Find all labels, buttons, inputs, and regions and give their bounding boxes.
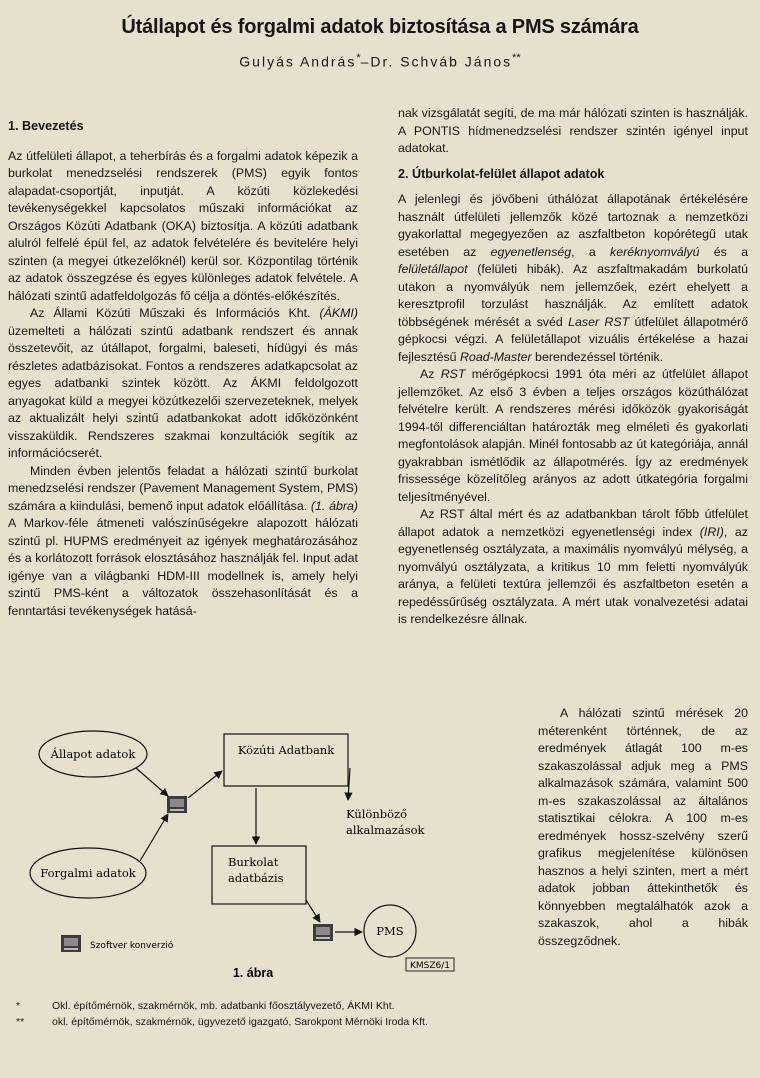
s2p3-b: , az egyenetlenség osztályzata, a maximális nyomvályú mélység, a nyomvályú osztályzata, a kritikus 10 mm feletti nyomvályúk aránya, a felületi textúra jellemzői és aszfaltbeton esetén a repedéssűrűség osztályzata. A mért utak vonalvezetési adatai is rendelkezésre állnak.	[398, 524, 748, 626]
converter-icon-1	[167, 796, 187, 813]
figure-1	[28, 716, 478, 994]
legend-label: Szoftver konverzió	[90, 941, 174, 951]
node-kulonbozo-label-1: Különböző	[346, 807, 408, 821]
figure-code: KMSZ6/1	[409, 961, 451, 971]
figure-reference: (1. ábra)	[310, 498, 359, 513]
p2-text-a: Az Állami Közúti Műszaki és Információs Kht.	[30, 306, 320, 320]
s2p2-b: mérőgépkocsi 1991 óta méri az útfelület állapot jellemzőket. Az első 3 évben a teljes országos közúthálózat felvételre került. A rendszeres mérési időközök gyakoriságát 1994-től differenciáltan határozták meg elméleti és gyakorlati megfontolások alapján. Minél fontosabb az út kategóriája, annál gyakrabban ismétlődik az állapotmérés. Így az eredmények frissessége közelítőleg arányos az adott útkategória forgalmi teljesítményével.	[398, 367, 749, 504]
footnote-1-mark: *	[16, 1000, 21, 1012]
term-laser-rst: Laser RST	[568, 314, 630, 329]
node-burkolat-label-2: adatbázis	[228, 871, 284, 885]
figure-1-diagram	[28, 716, 478, 994]
p2-akmi: (ÁKMI)	[319, 306, 358, 320]
section-2-paragraph-1	[398, 191, 748, 366]
footnote-2	[8, 1014, 748, 1030]
term-road-master: Road-Master	[459, 349, 532, 364]
term-kereknyomvalyu: keréknyomvályú	[610, 244, 700, 259]
section-1-heading: 1. Bevezetés	[8, 119, 84, 133]
figure-arrows	[136, 768, 362, 932]
node-kozuti-label: Közúti Adatbank	[237, 743, 335, 757]
p3-text-a: Minden évben jelentős feladat a hálózati szintű burkolat menedzselési rendszer (Pavement Management System, PMS) számára a kiindulási, bemenő input adatok előállítása.	[8, 463, 358, 513]
section-2-paragraph-4: A hálózati szintű mérések 20 méterenként történnek, de az eredmények átlagát 100 m-es szakaszolással adjuk meg a PMS alkalmazások számára, valamint 500 m-es szakaszolással az általános statisztikai célokra. A 100 m-es eredmények hossz-szelvény szerű grafikus megjelenítése különösen hasznos a helyi szinten, mert a mért adatok jobban áttekinthetők és könnyebben megtalálhatók azok a szakaszok, ahol a hibák összegződnek.	[538, 706, 748, 948]
p3-text-b: A Markov-féle átmeneti valószínűségekre alapozott hálózati szintű pl. HUPMS eredményeit az igények meghatározásához és a korlátozott források elosztásához használják fel. Input adat igénye van a világbanki HDM-III modellnek is, amely helyi szintű PMS-ként a változatok összehasonlítását és a fenntartási tevékenységek hatásá-	[8, 516, 358, 618]
intro-paragraph-3	[8, 463, 358, 621]
term-feluletallapot: felületállapot	[398, 262, 468, 276]
s2p1-a: A jelenlegi és jövőbeni úthálózat állapotának értékelésére használt útfelületi jellemzők közé tartoznak a nemzetközi gyakorlattal megegyezően az aszfaltbeton kopórétegű utak esetében az	[398, 192, 748, 259]
legend-converter-icon	[61, 935, 81, 952]
intro-paragraph-2	[8, 305, 358, 463]
s2p1-f: berendezéssel történik.	[531, 349, 664, 364]
s2p1-c: és a	[699, 244, 748, 259]
node-burkolat-label-1: Burkolat	[228, 855, 279, 869]
converter-icon-2	[313, 924, 333, 941]
s2p3-a: Az RST által mért és az adatbankban tárolt főbb útfelület állapot adatok a nemzetközi egyenetlenségi index	[398, 507, 748, 539]
footnote-1-text: Okl. építőmérnök, szakmérnök, mb. adatbanki főosztályvezető, ÁKMI Kht.	[52, 1000, 395, 1012]
section-2-paragraph-2	[398, 366, 748, 506]
article-title: Útállapot és forgalmi adatok biztosítása a PMS számára	[121, 16, 639, 38]
p2-text-b: üzemelteti a hálózati szintű adatbank rendszert és annak összetevőit, az útállapot, forgalmi, baleseti, hídügyi és más részletes adatbázisokat. Fontos a rendszeres adatkapcsolat az egyes adatbanki szintek között. Az ÁKMI feldolgozott anyagokat küld a megyei közútkezelői szervezeteknek, melyek az aktualizált helyi szintű adatbankokat adott időközönként visszaküldik. Rendszeres szakmai konzultációk segítik az információcserét.	[8, 323, 358, 460]
node-allapot-label: Állapot adatok	[50, 747, 136, 761]
s2p1-b: , a	[571, 244, 610, 259]
left-column	[8, 118, 358, 620]
narrow-column	[538, 705, 748, 950]
footnotes	[8, 998, 748, 1030]
author-2-mark: **	[512, 52, 521, 64]
figure-caption: 1. ábra	[232, 966, 274, 980]
continued-paragraph: nak vizsgálatát segíti, de ma már hálózati szinten is használják. A PONTIS hídmenedzselési rendszer szintén igényel input adatokat.	[398, 106, 748, 155]
footnote-2-text: okl. építőmérnök, szakmérnök, ügyvezető igazgató, Sarokpont Mérnöki Iroda Kft.	[52, 1016, 428, 1028]
author-1: Gulyás András	[239, 53, 357, 70]
author-1-mark: *	[356, 52, 361, 64]
footnote-1	[8, 998, 748, 1014]
section-2-paragraph-3	[398, 506, 748, 629]
s2p1-e: útfelület állapotmérő gépkocsi végzi. A felületállapot vizuális értékelése a hazai fejlesztésű	[398, 314, 748, 364]
author-2: Dr. Schváb János	[370, 53, 513, 70]
s2p1-d: (felületi hibák). Az aszfaltmakadám burkolatú utakon a nyomvályúk nem jellemzőek, ezért ehelyett a keresztprofil torzulást használják. Az említett adatok többségének mérését a svéd	[398, 262, 748, 329]
node-kulonbozo-label-2: alkalmazások	[346, 823, 425, 837]
authors-line	[0, 52, 760, 70]
footnote-2-mark: **	[16, 1016, 25, 1028]
term-iri: (IRI)	[699, 524, 724, 539]
term-egyenetlenseg: egyenetlenség	[490, 244, 572, 259]
author-separator: –	[360, 53, 371, 70]
node-forgalmi-label: Forgalmi adatok	[40, 866, 136, 880]
s2p2-a: Az	[420, 367, 441, 381]
node-pms-label: PMS	[376, 924, 404, 938]
section-2-heading: 2. Útburkolat-felület állapot adatok	[398, 166, 605, 181]
node-kozuti-shape	[224, 734, 348, 786]
term-rst: RST	[440, 367, 466, 381]
right-column	[398, 105, 748, 629]
intro-paragraph-1: Az útfelületi állapot, a teherbírás és a forgalmi adatok képezik a burkolat menedzselési rendszerek (PMS) egyik fontos alapadat-csoportját, inputját. A közúti közlekedési tevékenységekkel kapcsolatos műszaki információkat az Országos Közúti Adatbank (OKA) biztosítja. A közúti adatbank alulról felfelé épül fel, az adatok felvételére és bevitelére helyi szinten (a megyei útkezelőknél) kerül sor. Központilag történik az adatok összegzése és egyes különleges adatok felvétele. A hálózati szintű adatfeldolgozás fő célja a döntés-előkészítés.	[8, 148, 358, 303]
